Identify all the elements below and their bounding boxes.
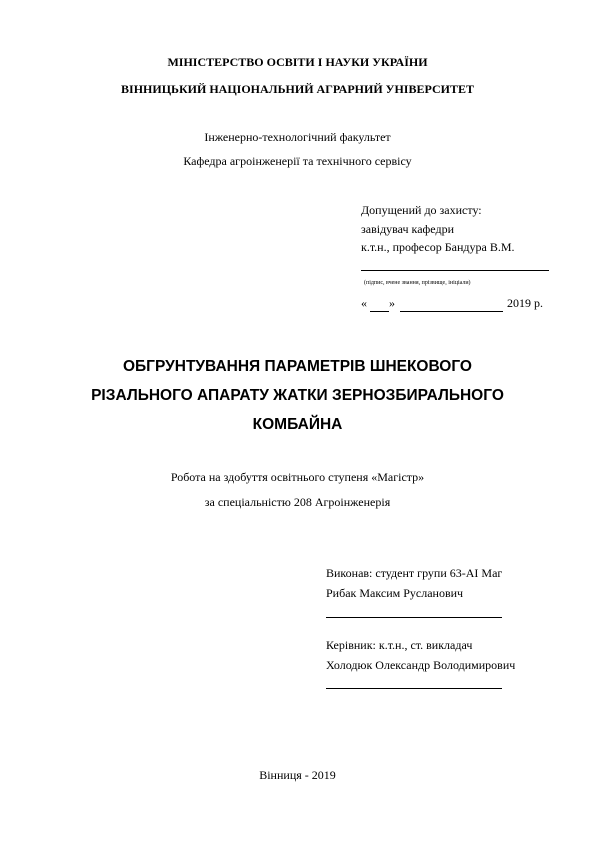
department-name: Кафедра агроінженерії та технічного сервісу xyxy=(183,154,412,168)
thesis-title-line-1: ОБГРУНТУВАННЯ ПАРАМЕТРІВ ШНЕКОВОГО xyxy=(122,358,472,375)
date-close-quote: » xyxy=(389,296,395,310)
author-name: Рибак Максим Русланович xyxy=(326,586,464,600)
head-label: завідувач кафедри xyxy=(361,222,455,236)
date-year: 2019 р. xyxy=(507,296,543,310)
university-heading: ВІННИЦЬКИЙ НАЦІОНАЛЬНИЙ АГРАРНИЙ УНІВЕРСИТЕТ xyxy=(121,82,474,96)
date-month-line xyxy=(400,311,503,312)
ministry-heading: МІНІСТЕРСТВО ОСВІТИ І НАУКИ УКРАЇНИ xyxy=(167,55,428,69)
supervisor-signature-line xyxy=(326,688,502,689)
thesis-title-line-2: РІЗАЛЬНОГО АПАРАТУ ЖАТКИ ЗЕРНОЗБИРАЛЬНОГО xyxy=(91,387,504,404)
head-person: к.т.н., професор Бандура В.М. xyxy=(361,240,515,254)
signature-line xyxy=(361,270,549,271)
specialty-line: за спеціальністю 208 Агроінженерія xyxy=(204,495,391,509)
degree-line: Робота на здобуття освітнього ступеня «Магістр» xyxy=(170,470,425,484)
admitted-label: Допущений до захисту: xyxy=(361,203,482,217)
supervisor-label: Керівник: к.т.н., ст. викладач xyxy=(326,638,473,652)
faculty-name: Інженерно-технологічний факультет xyxy=(204,130,391,144)
date-open-quote: « xyxy=(361,296,367,310)
city-year: Вінниця - 2019 xyxy=(259,768,336,782)
signature-caption: (підпис, вчене звання, прізвище, ініціали) xyxy=(364,280,471,286)
thesis-title-line-3: КОМБАЙНА xyxy=(252,416,343,433)
author-label: Виконав: студент групи 63-АІ Маг xyxy=(326,566,503,580)
date-day-line xyxy=(370,311,389,312)
supervisor-name: Холодюк Олександр Володимирович xyxy=(326,658,516,672)
author-signature-line xyxy=(326,617,502,618)
